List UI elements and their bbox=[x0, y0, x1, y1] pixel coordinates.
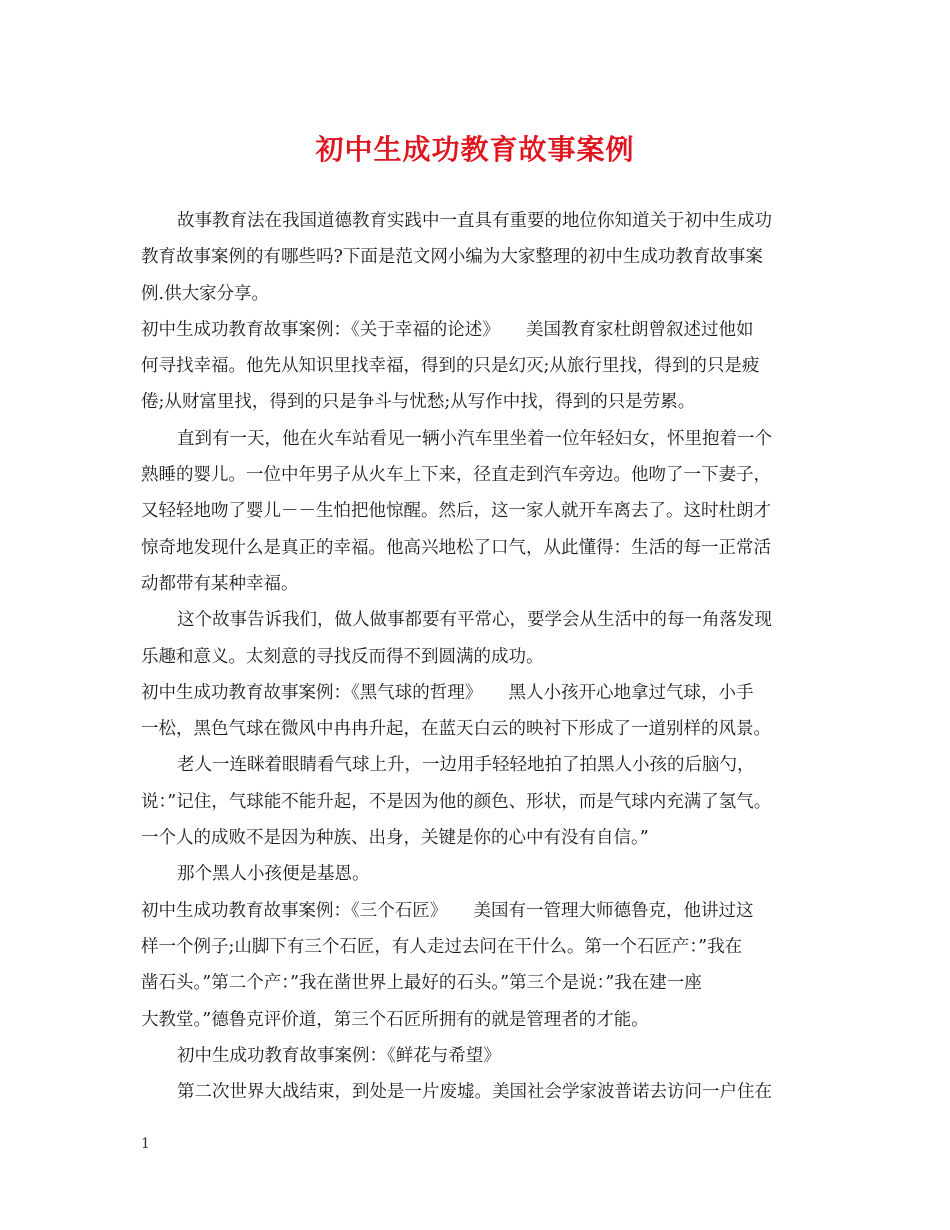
text-line: 大教堂。”德鲁克评价道，第三个石匠所拥有的就是管理者的才能。 bbox=[141, 1009, 649, 1030]
text-line: 凿石头。”第二个产：”我在凿世界上最好的石头。”第三个是说：”我在建一座 bbox=[141, 973, 702, 994]
text-line: 初中生成功教育故事案例：《黑气球的哲理》 黑人小孩开心地拿过气球，小手 bbox=[141, 682, 754, 703]
text-line: 乐趣和意义。太刻意的寻找反而得不到圆满的成功。 bbox=[141, 646, 544, 667]
page-number: 1 bbox=[141, 1136, 150, 1152]
document-body bbox=[141, 203, 825, 1110]
text-line: 倦;从财富里找，得到的只是争斗与忧愁;从写作中找，得到的只是劳累。 bbox=[141, 392, 696, 413]
text-line: 惊奇地发现什么是真正的幸福。他高兴地松了口气，从此懂得：生活的每一正常活 bbox=[141, 537, 771, 558]
text-line: 何寻找幸福。他先从知识里找幸福，得到的只是幻灭;从旅行里找，得到的只是疲 bbox=[141, 356, 760, 377]
text-line: 动都带有某种幸福。 bbox=[141, 573, 299, 594]
text-line: 又轻轻地吻了婴儿－－生怕把他惊醒。然后，这一家人就开车离去了。这时杜朗才 bbox=[141, 501, 771, 522]
text-line: 初中生成功教育故事案例：《三个石匠》 美国有一管理大师德鲁克，他讲过这 bbox=[141, 900, 754, 921]
text-line: 一松，黑色气球在微风中冉冉升起，在蓝天白云的映衬下形成了一道别样的风景。 bbox=[141, 719, 771, 740]
text-line: 说：”记住，气球能不能升起，不是因为他的颜色、形状，而是气球内充满了氢气。 bbox=[141, 791, 772, 812]
text-line: 故事教育法在我国道德教育实践中一直具有重要的地位你知道关于初中生成功 bbox=[177, 211, 772, 231]
text-line: 直到有一天，他在火车站看见一辆小汽车里坐着一位年轻妇女，怀里抱着一个 bbox=[177, 428, 772, 449]
text-line: 那个黑人小孩便是基恩。 bbox=[177, 864, 370, 885]
text-line: 例.供大家分享。 bbox=[141, 283, 270, 304]
text-line: 教育故事案例的有哪些吗?下面是范文网小编为大家整理的初中生成功教育故事案 bbox=[141, 247, 763, 268]
text-line: 初中生成功教育故事案例：《关于幸福的论述》 美国教育家杜朗曾叙述过他如 bbox=[141, 319, 754, 340]
text-line: 一个人的成败不是因为种族、出身，关键是你的心中有没有自信。” bbox=[141, 828, 649, 849]
text-line: 熟睡的婴儿。一位中年男子从火车上下来，径直走到汽车旁边。他吻了一下妻子， bbox=[141, 465, 771, 486]
text-line: 第二次世界大战结束，到处是一片废墟。美国社会学家波普诺去访问一户住在 bbox=[177, 1082, 772, 1103]
document-title: 初中生成功教育故事案例 bbox=[315, 133, 635, 166]
text-line: 老人一连眯着眼睛看气球上升，一边用手轻轻地拍了拍黑人小孩的后脑勺， bbox=[177, 755, 755, 776]
text-line: 这个故事告诉我们，做人做事都要有平常心，要学会从生活中的每一角落发现 bbox=[177, 610, 772, 631]
text-line: 样一个例子;山脚下有三个石匠，有人走过去问在干什么。第一个石匠产：”我在 bbox=[141, 936, 743, 957]
text-line: 初中生成功教育故事案例：《鲜花与希望》 bbox=[177, 1045, 501, 1066]
